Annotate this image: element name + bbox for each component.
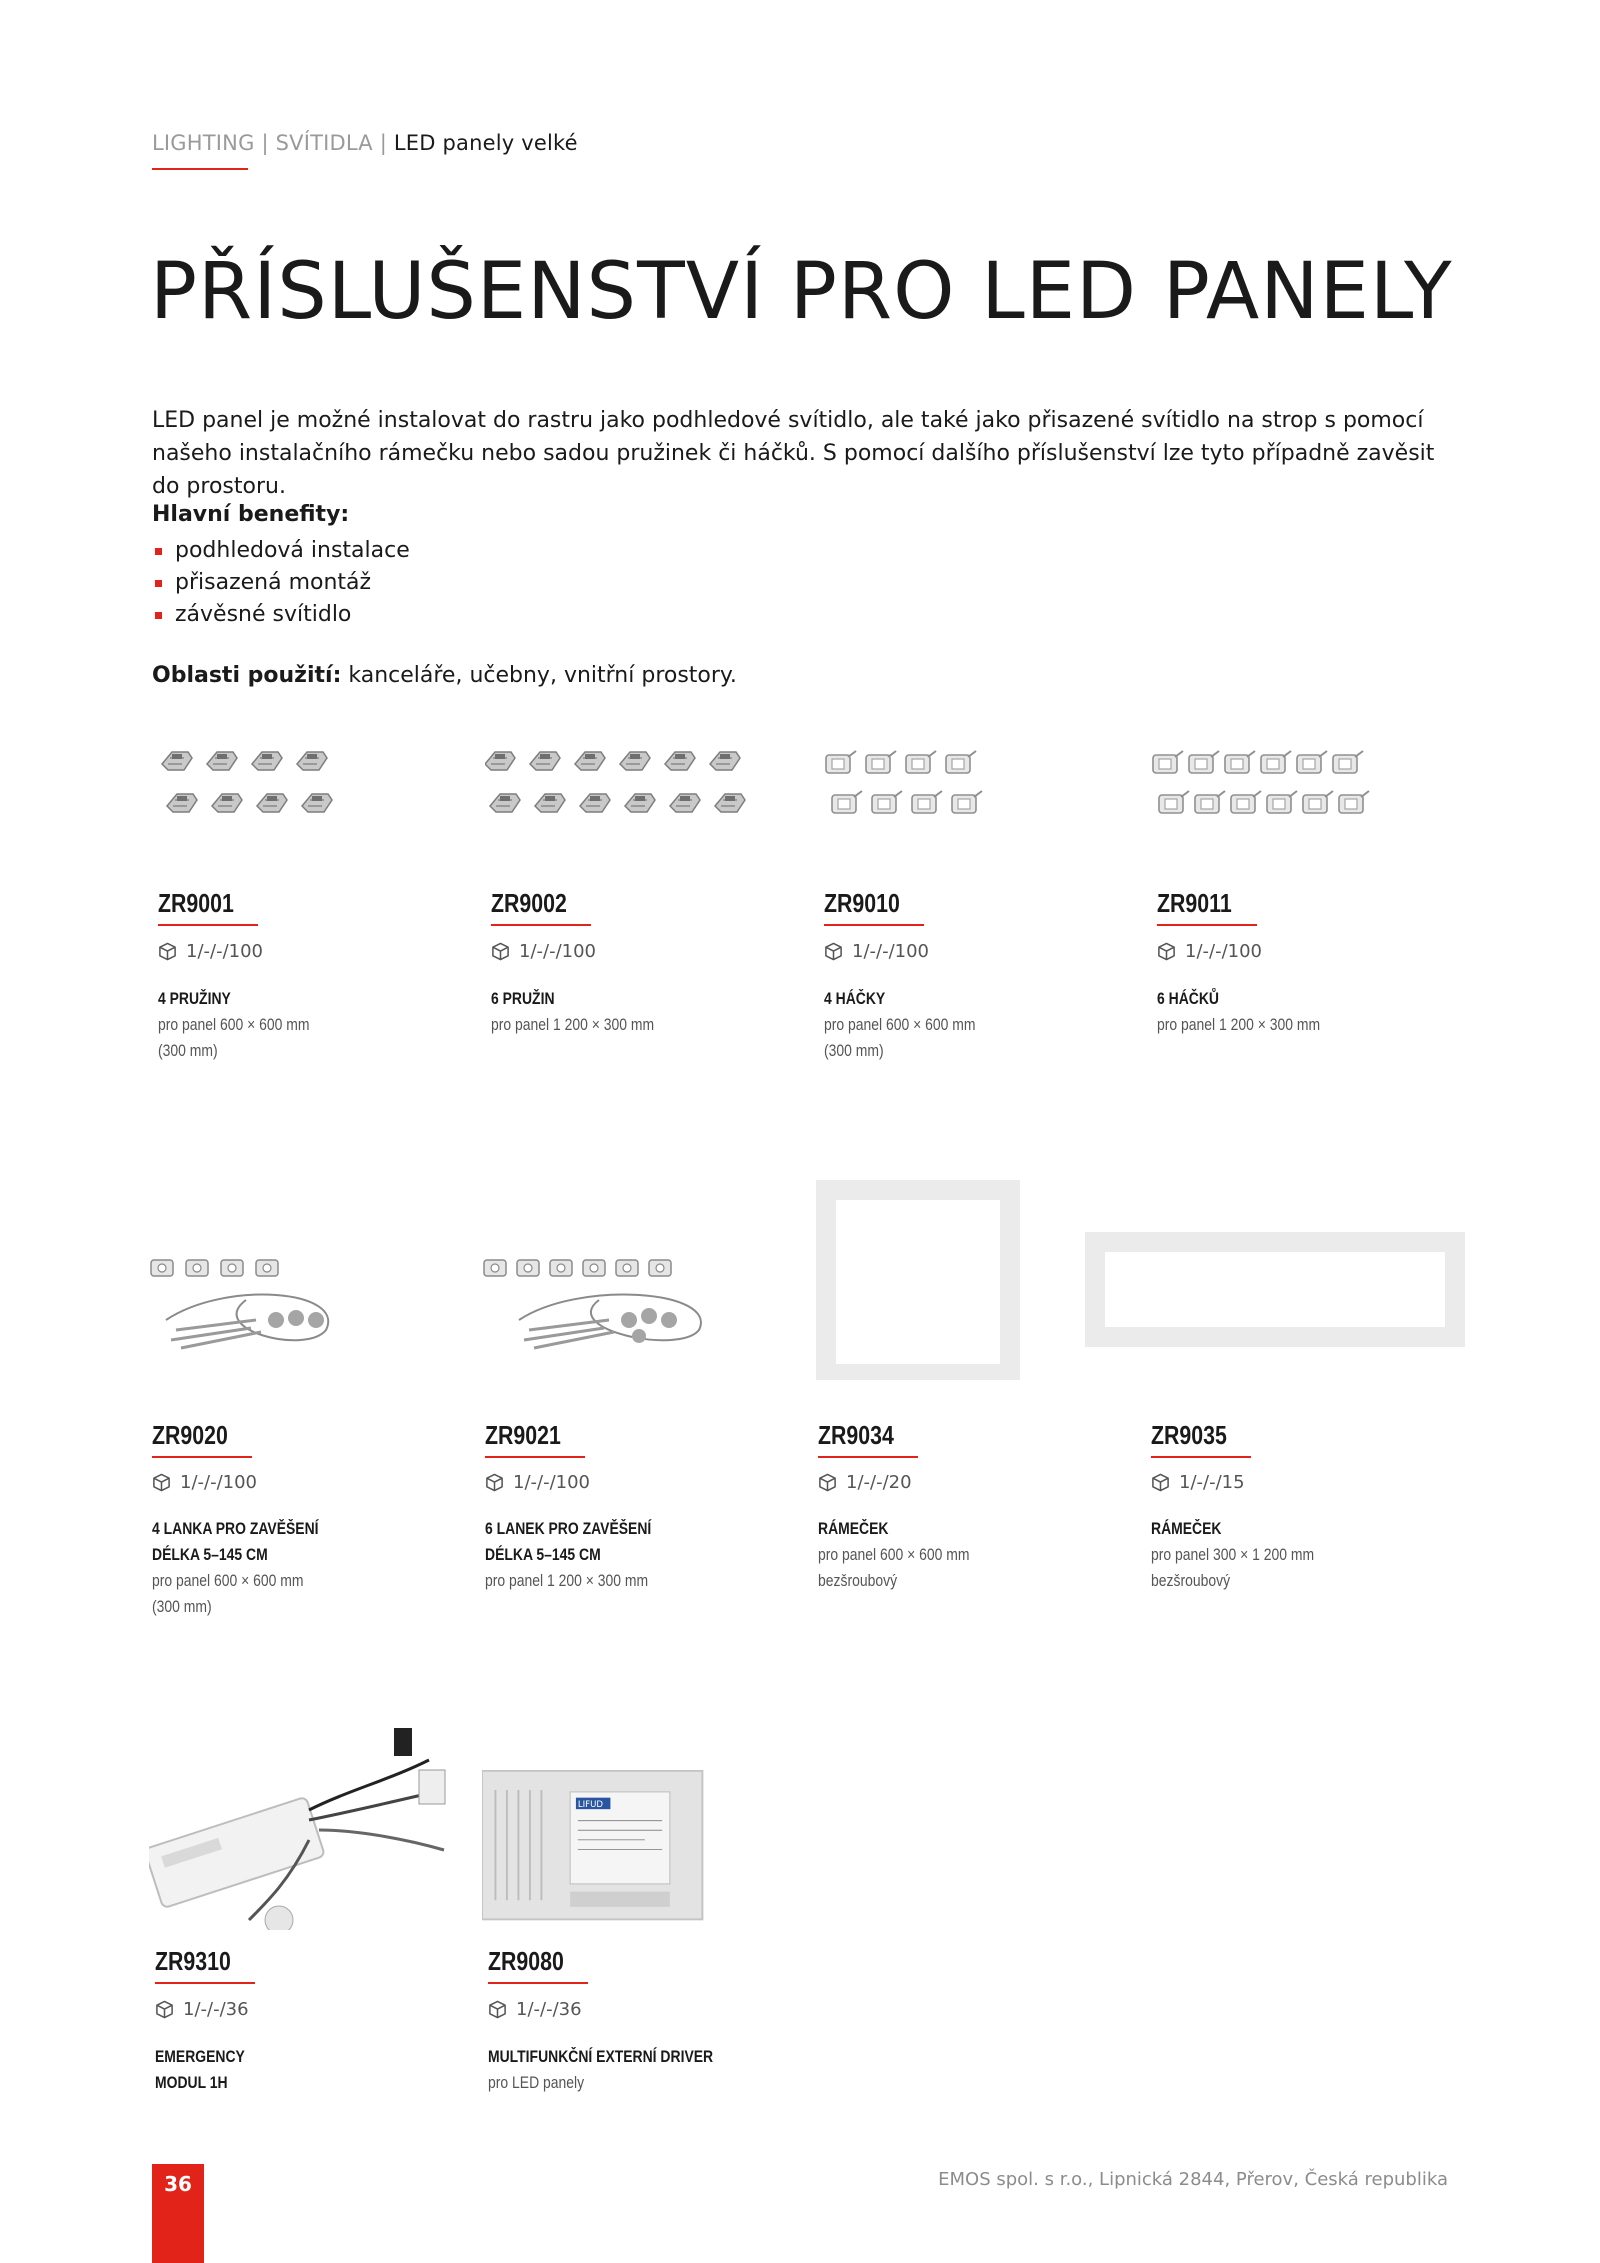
intro-paragraph: LED panel je možné instalovat do rastru jako podhledové svítidlo, ale také jako přisazené svítidlo na strop s pomocí našeho instalačního rámečku nebo sadou pružinek či háčků. S pomocí dalšího příslušenství lze tyto případně zavěsit do prostoru. bbox=[152, 408, 1435, 499]
product-description bbox=[491, 986, 737, 1038]
page-number: 36 bbox=[164, 2172, 192, 2196]
code-underline bbox=[152, 1456, 252, 1458]
code-underline bbox=[1157, 924, 1257, 926]
product-code: ZR9020 bbox=[152, 1420, 228, 1450]
product-name: DÉLKA 5–145 CM bbox=[485, 1545, 601, 1564]
packaging-info bbox=[158, 941, 263, 962]
product-spec: pro panel 1 200 × 300 mm bbox=[491, 1015, 655, 1034]
product-spec: bezšroubový bbox=[1151, 1571, 1231, 1590]
packaging-info bbox=[818, 1472, 912, 1493]
code-underline bbox=[818, 1456, 918, 1458]
packaging-value: 1/-/-/100 bbox=[180, 1472, 257, 1493]
benefits-list bbox=[152, 535, 410, 631]
product-description bbox=[818, 1516, 1064, 1594]
packaging-info bbox=[155, 1999, 249, 2020]
product-code: ZR9080 bbox=[488, 1946, 564, 1976]
packaging-value: 1/-/-/20 bbox=[846, 1472, 912, 1493]
box-icon bbox=[491, 942, 510, 961]
suspension-kit-image bbox=[146, 1180, 446, 1380]
spring-clips-image bbox=[485, 730, 785, 880]
page-title: PŘÍSLUŠENSTVÍ PRO LED PANELY bbox=[150, 247, 1453, 337]
product-code: ZR9002 bbox=[491, 888, 567, 918]
box-icon bbox=[152, 1473, 171, 1492]
suspension-kit-image bbox=[479, 1180, 779, 1380]
product-name: RÁMEČEK bbox=[818, 1519, 889, 1538]
box-icon bbox=[818, 1473, 837, 1492]
areas-text: kanceláře, učebny, vnitřní prostory. bbox=[341, 663, 737, 688]
driver-image bbox=[482, 1770, 712, 1925]
breadcrumb-separator: | bbox=[372, 131, 394, 155]
product-description bbox=[1157, 986, 1403, 1038]
packaging-value: 1/-/-/100 bbox=[513, 1472, 590, 1493]
product-description bbox=[824, 986, 1070, 1064]
product-spec: pro panel 600 × 600 mm bbox=[158, 1015, 310, 1034]
packaging-info bbox=[488, 1999, 582, 2020]
packaging-info bbox=[824, 941, 929, 962]
product-spec: pro LED panely bbox=[488, 2073, 585, 2092]
benefit-item: závěsné svítidlo bbox=[152, 599, 410, 631]
box-icon bbox=[155, 2000, 174, 2019]
packaging-value: 1/-/-/36 bbox=[516, 1999, 582, 2020]
hooks-image bbox=[1151, 730, 1451, 880]
breadcrumb-current: LED panely velké bbox=[393, 131, 578, 155]
frame-rect-image bbox=[1085, 1232, 1465, 1347]
code-underline bbox=[485, 1456, 585, 1458]
spring-clips-image bbox=[152, 730, 452, 880]
product-name: 6 LANEK PRO ZAVĚŠENÍ bbox=[485, 1519, 652, 1538]
code-underline bbox=[824, 924, 924, 926]
product-name: 4 LANKA PRO ZAVĚŠENÍ bbox=[152, 1519, 319, 1538]
code-underline bbox=[1151, 1456, 1251, 1458]
product-description bbox=[155, 2044, 401, 2096]
product-name: DÉLKA 5–145 CM bbox=[152, 1545, 268, 1564]
packaging-info bbox=[1151, 1472, 1245, 1493]
areas-label: Oblasti použití: bbox=[152, 663, 342, 688]
product-code: ZR9010 bbox=[824, 888, 900, 918]
product-spec: (300 mm) bbox=[152, 1597, 212, 1616]
packaging-value: 1/-/-/100 bbox=[519, 941, 596, 962]
packaging-info bbox=[152, 1472, 257, 1493]
product-name: MULTIFUNKČNÍ EXTERNÍ DRIVER bbox=[488, 2047, 714, 2066]
packaging-info bbox=[485, 1472, 590, 1493]
benefit-item: přisazená montáž bbox=[152, 567, 410, 599]
product-name: 6 HÁČKŮ bbox=[1157, 989, 1219, 1008]
breadcrumb bbox=[152, 131, 578, 155]
product-name: EMERGENCY bbox=[155, 2047, 245, 2066]
product-description bbox=[1151, 1516, 1397, 1594]
code-underline bbox=[155, 1982, 255, 1984]
box-icon bbox=[488, 2000, 507, 2019]
packaging-value: 1/-/-/100 bbox=[1185, 941, 1262, 962]
product-description bbox=[152, 1516, 398, 1620]
product-spec: pro panel 600 × 600 mm bbox=[818, 1545, 970, 1564]
packaging-info bbox=[491, 941, 596, 962]
packaging-info bbox=[1157, 941, 1262, 962]
packaging-value: 1/-/-/36 bbox=[183, 1999, 249, 2020]
breadcrumb-separator: | bbox=[254, 131, 276, 155]
product-spec: pro panel 300 × 1 200 mm bbox=[1151, 1545, 1315, 1564]
breadcrumb-item-svitidla[interactable]: SVÍTIDLA bbox=[275, 131, 373, 155]
product-code: ZR9310 bbox=[155, 1946, 231, 1976]
code-underline bbox=[488, 1982, 588, 1984]
areas-of-use bbox=[152, 663, 737, 688]
product-name: 4 PRUŽINY bbox=[158, 989, 231, 1008]
driver-label: LIFUD bbox=[577, 1800, 604, 1811]
product-description bbox=[485, 1516, 731, 1594]
benefit-item: podhledová instalace bbox=[152, 535, 410, 567]
product-spec: bezšroubový bbox=[818, 1571, 898, 1590]
box-icon bbox=[485, 1473, 504, 1492]
breadcrumb-underline bbox=[152, 168, 248, 170]
box-icon bbox=[1151, 1473, 1170, 1492]
product-code: ZR9021 bbox=[485, 1420, 561, 1450]
code-underline bbox=[491, 924, 591, 926]
breadcrumb-item-lighting[interactable]: LIGHTING bbox=[152, 131, 255, 155]
emergency-module-image bbox=[149, 1720, 469, 1930]
product-spec: pro panel 1 200 × 300 mm bbox=[485, 1571, 649, 1590]
product-spec: pro panel 600 × 600 mm bbox=[152, 1571, 304, 1590]
code-underline bbox=[158, 924, 258, 926]
product-spec: pro panel 1 200 × 300 mm bbox=[1157, 1015, 1321, 1034]
footer-company-address: EMOS spol. s r.o., Lipnická 2844, Přerov, Česká republika bbox=[938, 2169, 1448, 2190]
product-description bbox=[158, 986, 404, 1064]
product-spec: (300 mm) bbox=[824, 1041, 884, 1060]
box-icon bbox=[158, 942, 177, 961]
hooks-image bbox=[818, 730, 1118, 880]
product-name: 4 HÁČKY bbox=[824, 989, 886, 1008]
packaging-value: 1/-/-/100 bbox=[852, 941, 929, 962]
benefits-heading: Hlavní benefity: bbox=[152, 502, 350, 527]
product-name: MODUL 1H bbox=[155, 2073, 228, 2092]
box-icon bbox=[824, 942, 843, 961]
product-spec: pro panel 600 × 600 mm bbox=[824, 1015, 976, 1034]
product-code: ZR9011 bbox=[1157, 888, 1232, 918]
product-name: RÁMEČEK bbox=[1151, 1519, 1222, 1538]
frame-square-image bbox=[816, 1180, 1116, 1380]
packaging-value: 1/-/-/100 bbox=[186, 941, 263, 962]
product-description bbox=[488, 2044, 734, 2096]
product-spec: (300 mm) bbox=[158, 1041, 218, 1060]
box-icon bbox=[1157, 942, 1176, 961]
product-code: ZR9035 bbox=[1151, 1420, 1227, 1450]
product-name: 6 PRUŽIN bbox=[491, 989, 555, 1008]
product-code: ZR9001 bbox=[158, 888, 234, 918]
packaging-value: 1/-/-/15 bbox=[1179, 1472, 1245, 1493]
product-code: ZR9034 bbox=[818, 1420, 894, 1450]
